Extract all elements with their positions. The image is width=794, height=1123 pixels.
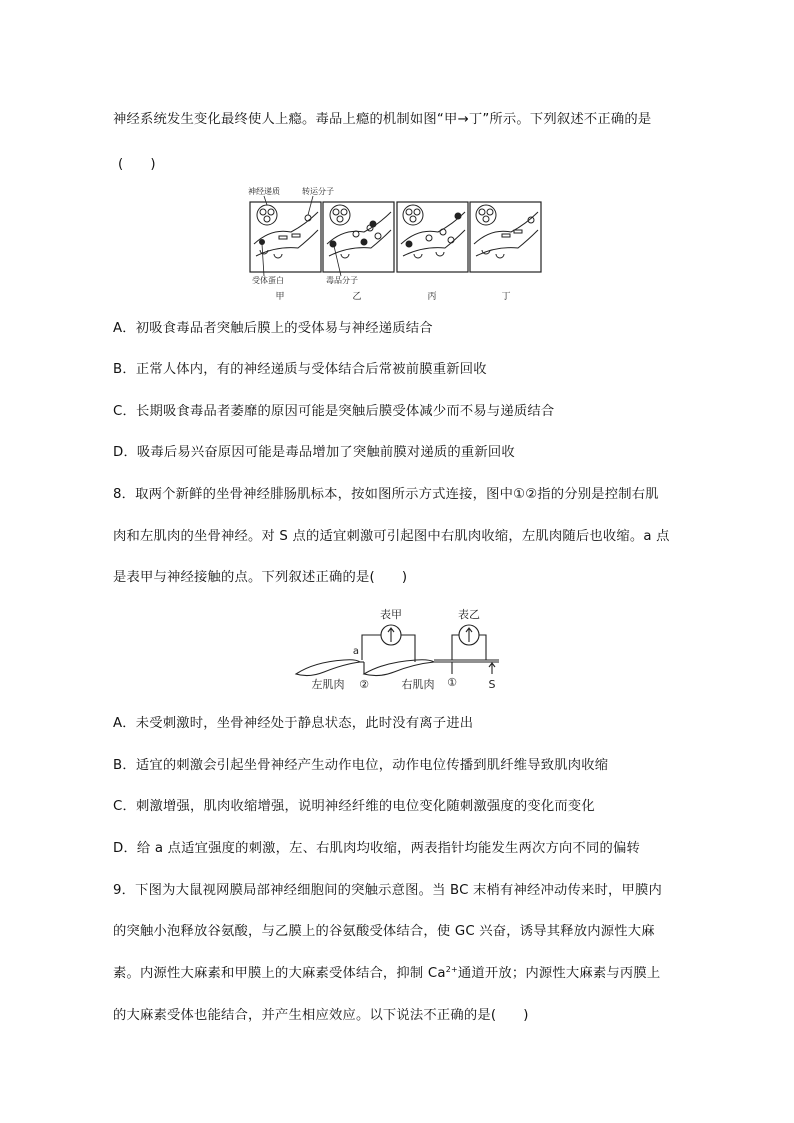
meter-yi-label: 表乙 <box>458 608 480 621</box>
q8-option-c: C．刺激增强，肌肉收缩增强，说明神经纤维的电位变化随刺激强度的变化而变化 <box>113 799 595 814</box>
q8-stem-line2: 肉和左肌肉的坐骨神经。对 S 点的适宜刺激可引起图中右肌肉收缩，左肌肉随后也收缩。a 点 <box>113 529 670 544</box>
q9-stem-line3 <box>113 962 660 981</box>
q9-line3-post: 通道开放；内源性大麻素与丙膜上 <box>457 966 661 981</box>
q7-option-c: C．长期吸食毒品者萎靡的原因可能是突触后膜受体减少而不易与递质结合 <box>113 404 555 419</box>
q7-option-d: D．吸毒后易兴奋原因可能是毒品增加了突触前膜对递质的重新回收 <box>113 445 515 460</box>
q7-synapse-figure <box>246 184 548 304</box>
circle-1-label: ① <box>447 676 457 689</box>
q8-nerve-muscle-figure <box>294 602 514 694</box>
q7-stem-line1: 神经系统发生变化最终使人上瘾。毒品上瘾的机制如图“甲→丁”所示。下列叙述不正确的是 <box>113 112 652 127</box>
label-transporter: 转运分子 <box>302 187 334 196</box>
label-neurotransmitter: 神经递质 <box>248 187 280 196</box>
q9-stem-line2: 的突触小泡释放谷氨酸，与乙膜上的谷氨酸受体结合，使 GC 兴奋，诱导其释放内源性大麻 <box>113 924 655 939</box>
q7-answer-blank: ( ) <box>118 157 156 172</box>
q9-line3-pre: 素。内源性大麻素和甲膜上的大麻素受体结合，抑制 Ca <box>113 966 446 981</box>
panel-label-4: 丁 <box>501 292 511 302</box>
q8-option-b: B．适宜的刺激会引起坐骨神经产生动作电位，动作电位传播到肌纤维导致肌肉收缩 <box>113 758 609 773</box>
q9-ca-superscript: 2+ <box>445 965 458 974</box>
q7-option-a: A．初吸食毒品者突触后膜上的受体易与神经递质结合 <box>113 321 433 336</box>
q9-stem-line4: 的大麻素受体也能结合，并产生相应效应。以下说法不正确的是( ) <box>113 1008 529 1023</box>
circle-2-label: ② <box>359 678 369 691</box>
q8-option-a: A．未受刺激时，坐骨神经处于静息状态，此时没有离子进出 <box>113 716 474 731</box>
panel-label-3: 丙 <box>427 292 437 302</box>
panel-label-1: 甲 <box>275 292 285 302</box>
point-s-label: S <box>488 678 496 691</box>
q8-stem-line1: 8．取两个新鲜的坐骨神经腓肠肌标本，按如图所示方式连接，图中①②指的分别是控制右肌 <box>113 487 659 502</box>
q8-stem-line3: 是表甲与神经接触的点。下列叙述正确的是( ) <box>113 570 408 585</box>
label-drug: 毒品分子 <box>326 276 358 285</box>
label-receptor: 受体蛋白 <box>252 276 284 285</box>
panel-label-2: 乙 <box>352 292 362 302</box>
q7-option-b: B．正常人体内，有的神经递质与受体结合后常被前膜重新回收 <box>113 362 487 377</box>
right-muscle-label: 右肌肉 <box>401 678 435 691</box>
meter-jia-label: 表甲 <box>380 608 402 621</box>
q8-option-d: D．给 a 点适宜强度的刺激，左、右肌肉均收缩，两表指针均能发生两次方向不同的偏转 <box>113 841 641 856</box>
q9-stem-line1: 9．下图为大鼠视网膜局部神经细胞间的突触示意图。当 BC 末梢有神经冲动传来时，甲膜内 <box>113 883 662 898</box>
point-a-label: a <box>352 646 360 657</box>
left-muscle-label: 左肌肉 <box>311 678 345 691</box>
